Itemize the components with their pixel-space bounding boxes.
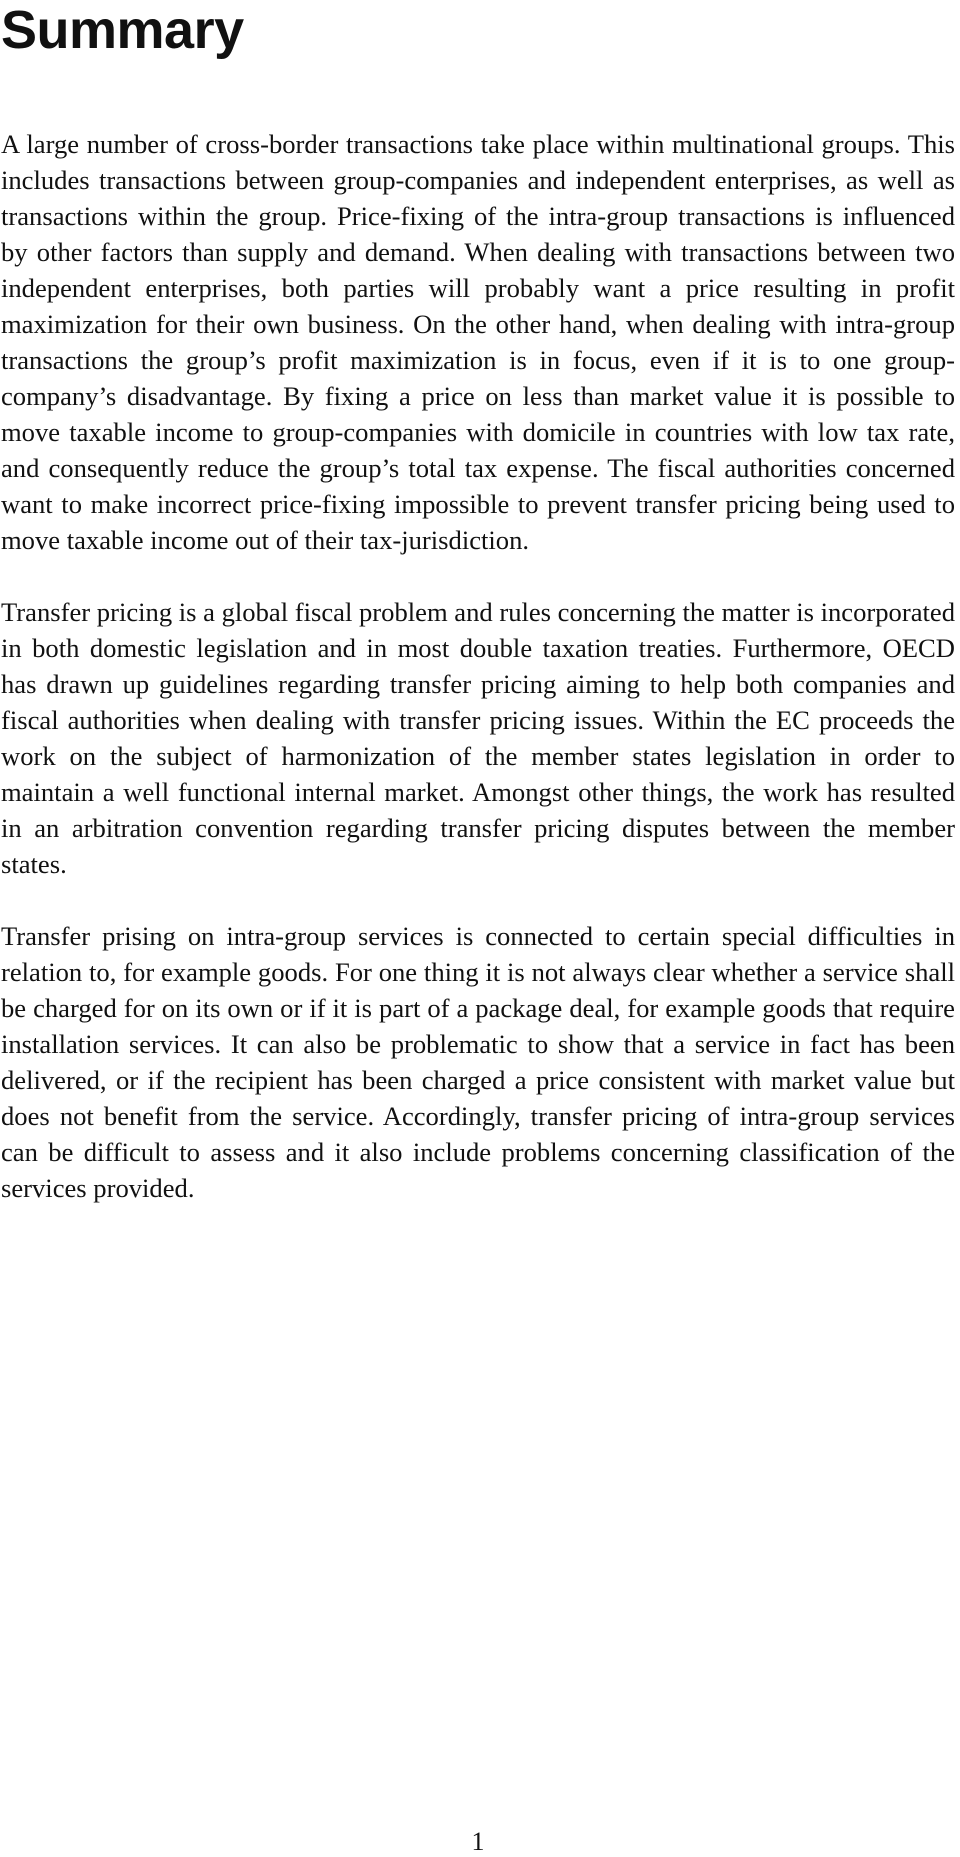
paragraph-intra-group-services: Transfer prising on intra-group services is connected to certain special difficulties in relation to, for example goods. For one thing it is not always clear whether a service shall be charged for on its own or if it is part of a package deal, for example goods that require installation services. It can also be problematic to show that a service in fact has been delivered, or if the recipient has been charged a price consistent with market value but does not benefit from the service. Accordingly, transfer pricing of intra-group services can be difficult to assess and it also include problems concerning classification of the services provided. <box>1 921 955 1203</box>
page-title: Summary <box>1 0 244 60</box>
page-number: 1 <box>471 1827 485 1856</box>
summary-body <box>1 126 955 1206</box>
paragraph-cross-border-transactions: A large number of cross-border transactions take place within multinational groups. This includes transactions between group-companies and independent enterprises, as well as transactions within the group. Price-fixing of the intra-group transactions is influenced by other factors than supply and demand. When dealing with transactions between two independent enterprises, both parties will probably want a price resulting in profit maximization for their own business. On the other hand, when dealing with intra-group transactions the group’s profit maximization is in focus, even if it is to one group-company’s disadvantage. By fixing a price on less than market value it is possible to move taxable income to group-companies with domicile in countries with low tax rate, and consequently reduce the group’s total tax expense. The fiscal authorities concerned want to make incorrect price-fixing impossible to prevent transfer pricing being used to move taxable income out of their tax-jurisdiction. <box>1 129 955 555</box>
paragraph-global-fiscal-problem: Transfer pricing is a global fiscal problem and rules concerning the matter is incorporated in both domestic legislation and in most double taxation treaties. Furthermore, OECD has drawn up guidelines regarding transfer pricing aiming to help both companies and fiscal authorities when dealing with transfer pricing issues. Within the EC proceeds the work on the subject of harmonization of the member states legislation in order to maintain a well functional internal market. Amongst other things, the work has resulted in an arbitration convention regarding transfer pricing disputes between the member states. <box>1 597 955 879</box>
